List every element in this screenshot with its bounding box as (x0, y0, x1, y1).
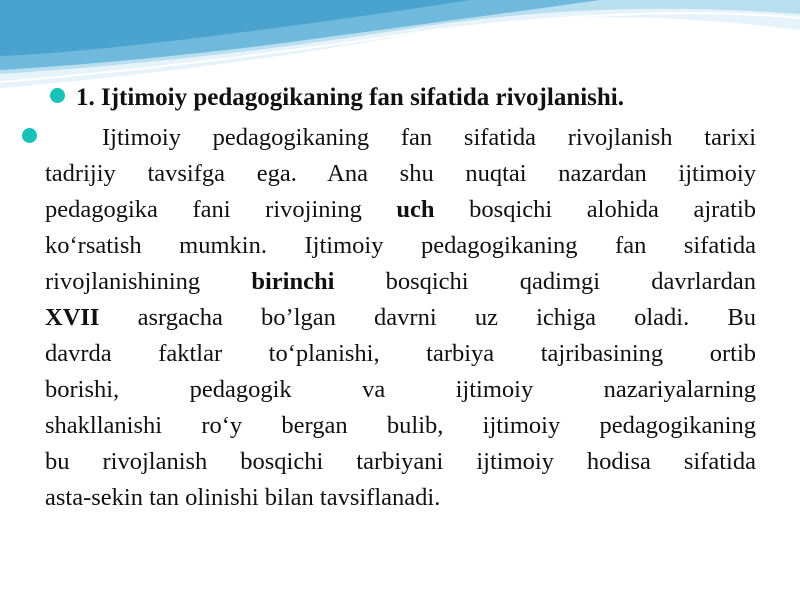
bullet-icon (22, 128, 37, 143)
bold-word: uch (396, 196, 435, 223)
paragraph-line: tadrijiy tavsifga ega. Ana shu nuqtai nazardan ijtimoiy (45, 160, 756, 187)
paragraph-line: asta-sekin tan olinishi bilan tavsiflanadi. (45, 484, 441, 511)
body-paragraph (45, 120, 756, 516)
bold-word: birinchi (251, 268, 335, 295)
paragraph-line: shakllanishi ro‘y bergan bulib, ijtimoiy pedagogikaning (45, 412, 756, 439)
paragraph-line: borishi, pedagogik va ijtimoiy nazariyalarning (45, 376, 756, 403)
bold-word: XVII (45, 304, 100, 331)
paragraph-line: rivojlanishining birinchi bosqichi qadimgi davrlardan (45, 268, 756, 295)
paragraph-line: bu rivojlanish bosqichi tarbiyani ijtimoiy hodisa sifatida (45, 448, 756, 475)
bullet-icon (50, 88, 65, 103)
heading-row (50, 80, 770, 120)
paragraph-line: XVII asrgacha bo’lgan davrni uz ichiga oladi. Bu (45, 304, 756, 331)
paragraph-line: Ijtimoiy pedagogikaning fan sifatida rivojlanish tarixi (102, 124, 756, 151)
slide-heading: 1. Ijtimoiy pedagogikaning fan sifatida rivojlanishi. (76, 84, 624, 111)
paragraph-line: ko‘rsatish mumkin. Ijtimoiy pedagogikaning fan sifatida (45, 232, 756, 259)
paragraph-line: pedagogika fani rivojining uch bosqichi alohida ajratib (45, 196, 756, 223)
paragraph-line: davrda faktlar to‘planishi, tarbiya tajribasining ortib (45, 340, 756, 367)
